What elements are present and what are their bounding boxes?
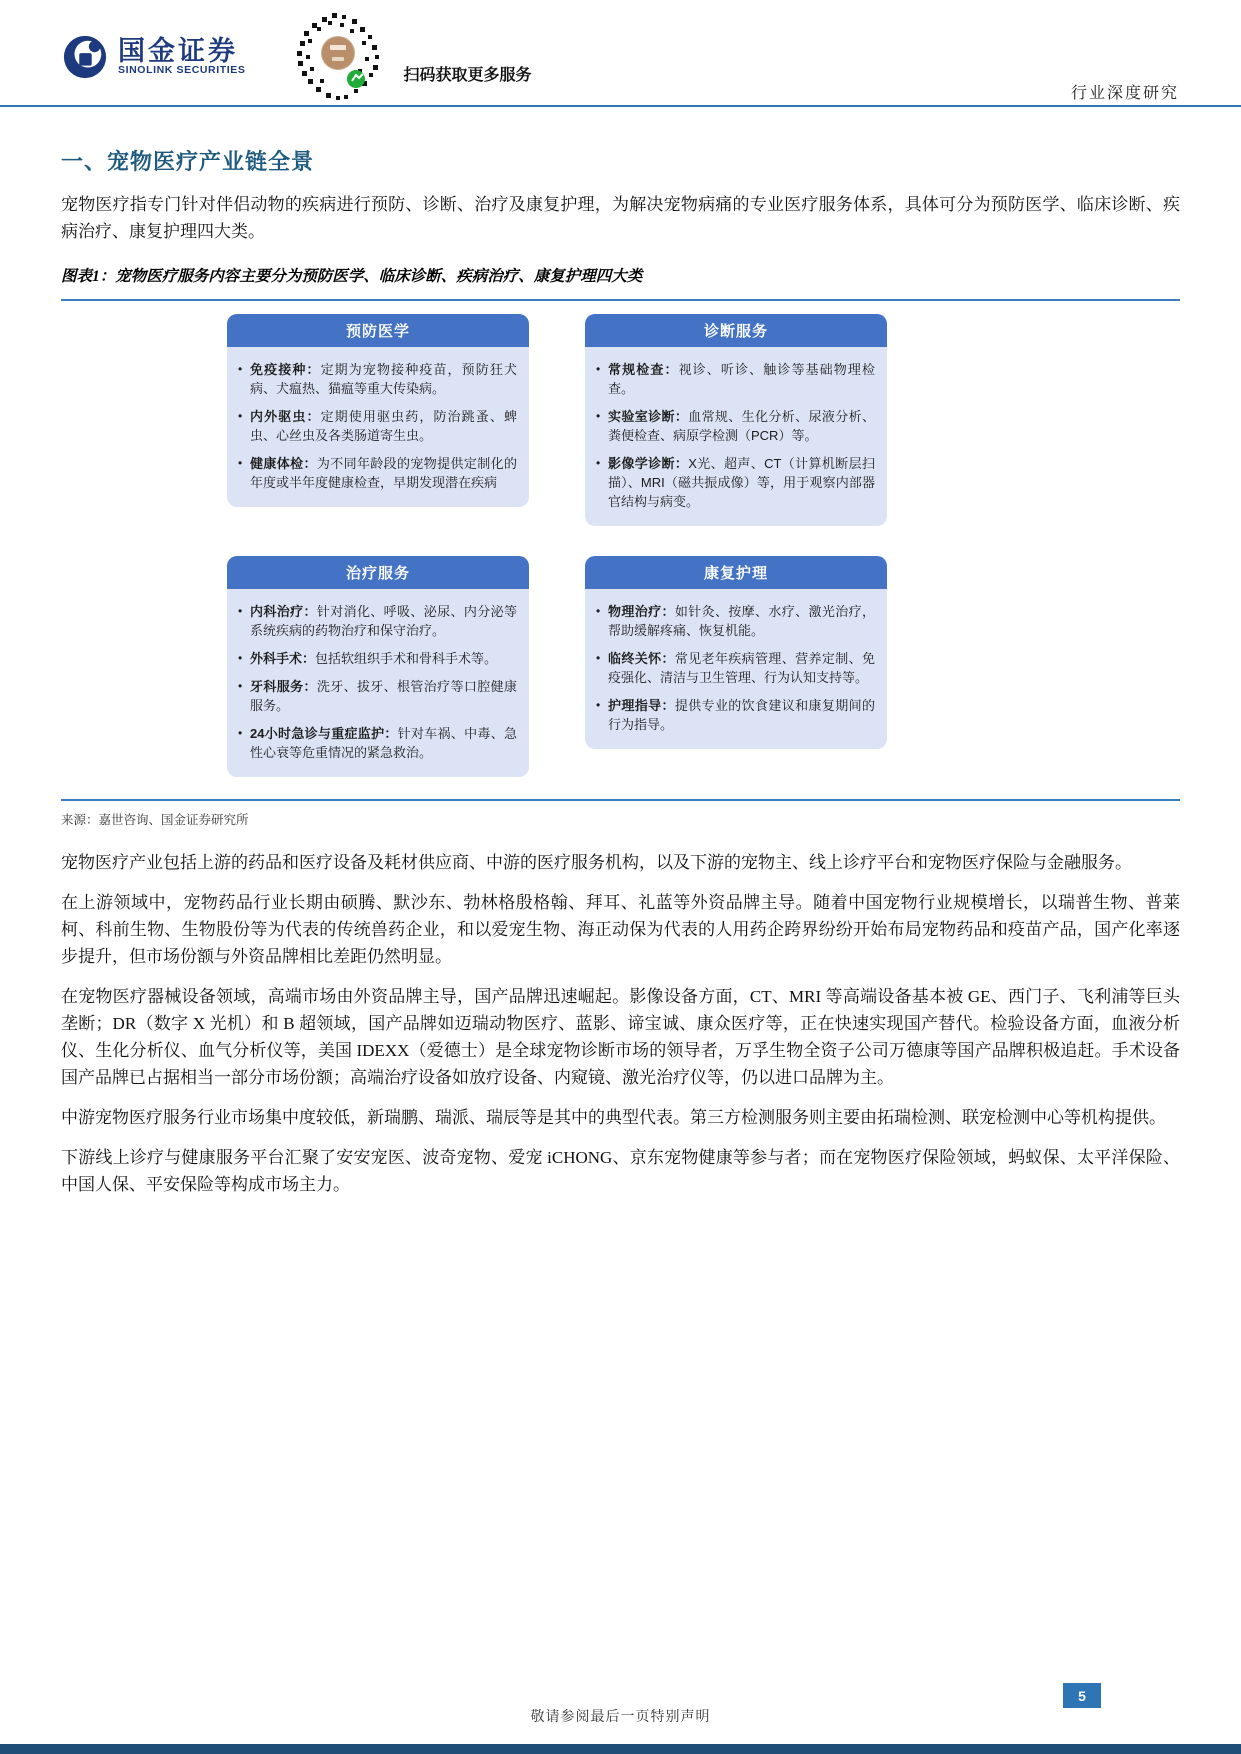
bullet-label: 24小时急诊与重症监护： <box>250 726 398 741</box>
qr-caption: 扫码获取更多服务 <box>403 67 532 84</box>
figure-box-list <box>585 589 887 749</box>
bullet-label: 健康体检： <box>250 456 317 471</box>
figure-bullet <box>595 602 875 640</box>
bullet-text: 提供专业的饮食建议和康复期间的行为指导。 <box>608 698 875 732</box>
bullet-label: 影像学诊断： <box>608 456 689 471</box>
paragraph-intro: 宠物医疗指专门针对伴侣动物的疾病进行预防、诊断、治疗及康复护理，为解决宠物病痛的专业医疗服务体系，具体可分为预防医学、临床诊断、疾病治疗、康复护理四大类。 <box>61 195 1180 241</box>
figure-bullet <box>237 724 517 762</box>
figure-bullet <box>595 360 875 398</box>
footer-disclaimer: 敬请参阅最后一页特别声明 <box>530 1710 711 1725</box>
section-title: 一、宠物医疗产业链全景 <box>61 149 315 174</box>
bullet-text: 包括软组织手术和骨科手术等。 <box>315 651 498 666</box>
footer-bar <box>0 1744 1241 1754</box>
figure-bullet <box>237 360 517 398</box>
figure-box-rehab <box>585 556 887 749</box>
bullet-label: 物理治疗： <box>608 604 675 619</box>
sinolink-logo-icon <box>62 34 108 80</box>
figure-block <box>61 264 1180 828</box>
bullet-text: 定期为宠物接种疫苗，预防狂犬病、犬瘟热、猫瘟等重大传染病。 <box>250 362 517 396</box>
bullet-text: 定期使用驱虫药，防治跳蚤、蜱虫、心丝虫及各类肠道寄生虫。 <box>250 409 517 443</box>
figure-grid <box>227 314 887 777</box>
bullet-label: 内外驱虫： <box>250 409 321 424</box>
paragraph-industry-chain: 宠物医疗产业包括上游的药品和医疗设备及耗材供应商、中游的医疗服务机构，以及下游的宠物主、线上诊疗平台和宠物医疗保险与金融服务。 <box>61 853 1132 872</box>
sinolink-logo <box>62 34 246 80</box>
figure-caption: 图表1：宠物医疗服务内容主要分为预防医学、临床诊断、疾病治疗、康复护理四大类 <box>61 268 643 285</box>
figure-box-title: 预防医学 <box>227 314 529 347</box>
page-number-badge: 5 <box>1063 1683 1101 1708</box>
bullet-label: 牙科服务： <box>250 679 317 694</box>
qr-code <box>292 11 384 103</box>
figure-bullet <box>237 677 517 715</box>
bullet-text: 如针灸、按摩、水疗、激光治疗，帮助缓解疼痛、恢复机能。 <box>608 604 875 638</box>
bullet-text: 视诊、听诊、触诊等基础物理检查。 <box>608 362 875 396</box>
bullet-label: 临终关怀： <box>608 651 675 666</box>
figure-bullet <box>237 649 517 668</box>
bullet-text: 针对车祸、中毒、急性心衰等危重情况的紧急救治。 <box>250 726 517 760</box>
figure-box-list <box>227 589 529 777</box>
figure-box-title: 诊断服务 <box>585 314 887 347</box>
page-header <box>0 0 1241 107</box>
bullet-label: 免疫接种： <box>250 362 321 377</box>
bullet-text: 血常规、生化分析、尿液分析、粪便检查、病原学检测（PCR）等。 <box>608 409 875 443</box>
bullet-label: 常规检查： <box>608 362 679 377</box>
bullet-label: 外科手术： <box>250 651 316 666</box>
figure-box-prevention <box>227 314 529 507</box>
bullet-text: 针对消化、呼吸、泌尿、内分泌等系统疾病的药物治疗和保守治疗。 <box>250 604 517 638</box>
bullet-label: 实验室诊断： <box>608 409 689 424</box>
bullet-label: 护理指导： <box>608 698 675 713</box>
page-content <box>0 145 1241 1198</box>
figure-source: 来源：嘉世咨询、国金证券研究所 <box>61 813 249 827</box>
paragraph-downstream: 下游线上诊疗与健康服务平台汇聚了安安宠医、波奇宠物、爱宠 iCHONG、京东宠物健康等参与者；而在宠物医疗保险领域，蚂蚁保、太平洋保险、中国人保、平安保险等构成市场主力。 <box>61 1148 1180 1194</box>
figure-bullet <box>237 454 517 492</box>
figure-bullet <box>595 696 875 734</box>
figure-box-list <box>585 347 887 526</box>
paragraph-midstream: 中游宠物医疗服务行业市场集中度较低，新瑞鹏、瑞派、瑞辰等是其中的典型代表。第三方检测服务则主要由拓瑞检测、联宠检测中心等机构提供。 <box>61 1108 1166 1127</box>
report-type-label: 行业深度研究 <box>1070 85 1179 102</box>
bullet-text: 洗牙、拔牙、根管治疗等口腔健康服务。 <box>250 679 517 713</box>
figure-box-treatment <box>227 556 529 777</box>
figure-box-title: 康复护理 <box>585 556 887 589</box>
logo-en: SINOLINK SECURITIES <box>118 64 246 77</box>
figure-bullet <box>595 407 875 445</box>
figure-bullet <box>595 649 875 687</box>
paragraph-devices: 在宠物医疗器械设备领域，高端市场由外资品牌主导，国产品牌迅速崛起。影像设备方面，CT、MRI 等高端设备基本被 GE、西门子、飞利浦等巨头垄断；DR（数字 X 光机）和 B 超领域，国产品牌如迈瑞动物医疗、蓝影、谛宝诚、康众医疗等，正在快速实现国产替代。检验设备方面，血液分析仪、生化分析仪、血气分析仪等，美国 IDEXX（爱德士）是全球宠物诊断市场的领导者，万孚生物全资子公司万德康等国产品牌积极追赶。手术设备国产品牌已占据相当一部分市场份额；高端治疗设备如放疗设备、内窥镜、激光治疗仪等，仍以进口品牌为主。 <box>61 987 1180 1087</box>
wechat-pay-icon <box>347 70 365 88</box>
figure-bullet <box>595 454 875 511</box>
figure-box-title: 治疗服务 <box>227 556 529 589</box>
paragraph-upstream-drugs: 在上游领域中，宠物药品行业长期由硕腾、默沙东、勃林格殷格翰、拜耳、礼蓝等外资品牌主导。随着中国宠物行业规模增长，以瑞普生物、普莱柯、科前生物、生物股份等为代表的传统兽药企业，和以爱宠生物、海正动保为代表的人用药企跨界纷纷开始布局宠物药品和疫苗产品，国产化率逐步提升，但市场份额与外资品牌相比差距仍然明显。 <box>61 893 1180 966</box>
figure-canvas <box>61 299 1180 801</box>
bullet-label: 内科治疗： <box>250 604 317 619</box>
figure-bullet <box>237 602 517 640</box>
figure-box-list <box>227 347 529 507</box>
figure-bullet <box>237 407 517 445</box>
qr-code-icon <box>292 11 384 103</box>
bullet-text: X光、超声、CT（计算机断层扫描）、MRI（磁共振成像）等，用于观察内部器官结构与病变。 <box>608 456 875 509</box>
bullet-text: 常见老年疾病管理、营养定制、免疫强化、清洁与卫生管理、行为认知支持等。 <box>608 651 875 685</box>
logo-cn: 国金证券 <box>118 35 238 66</box>
sinolink-logo-text <box>118 37 246 76</box>
figure-box-diagnosis <box>585 314 887 526</box>
bullet-text: 为不同年龄段的宠物提供定制化的年度或半年度健康检查，早期发现潜在疾病 <box>250 456 517 490</box>
